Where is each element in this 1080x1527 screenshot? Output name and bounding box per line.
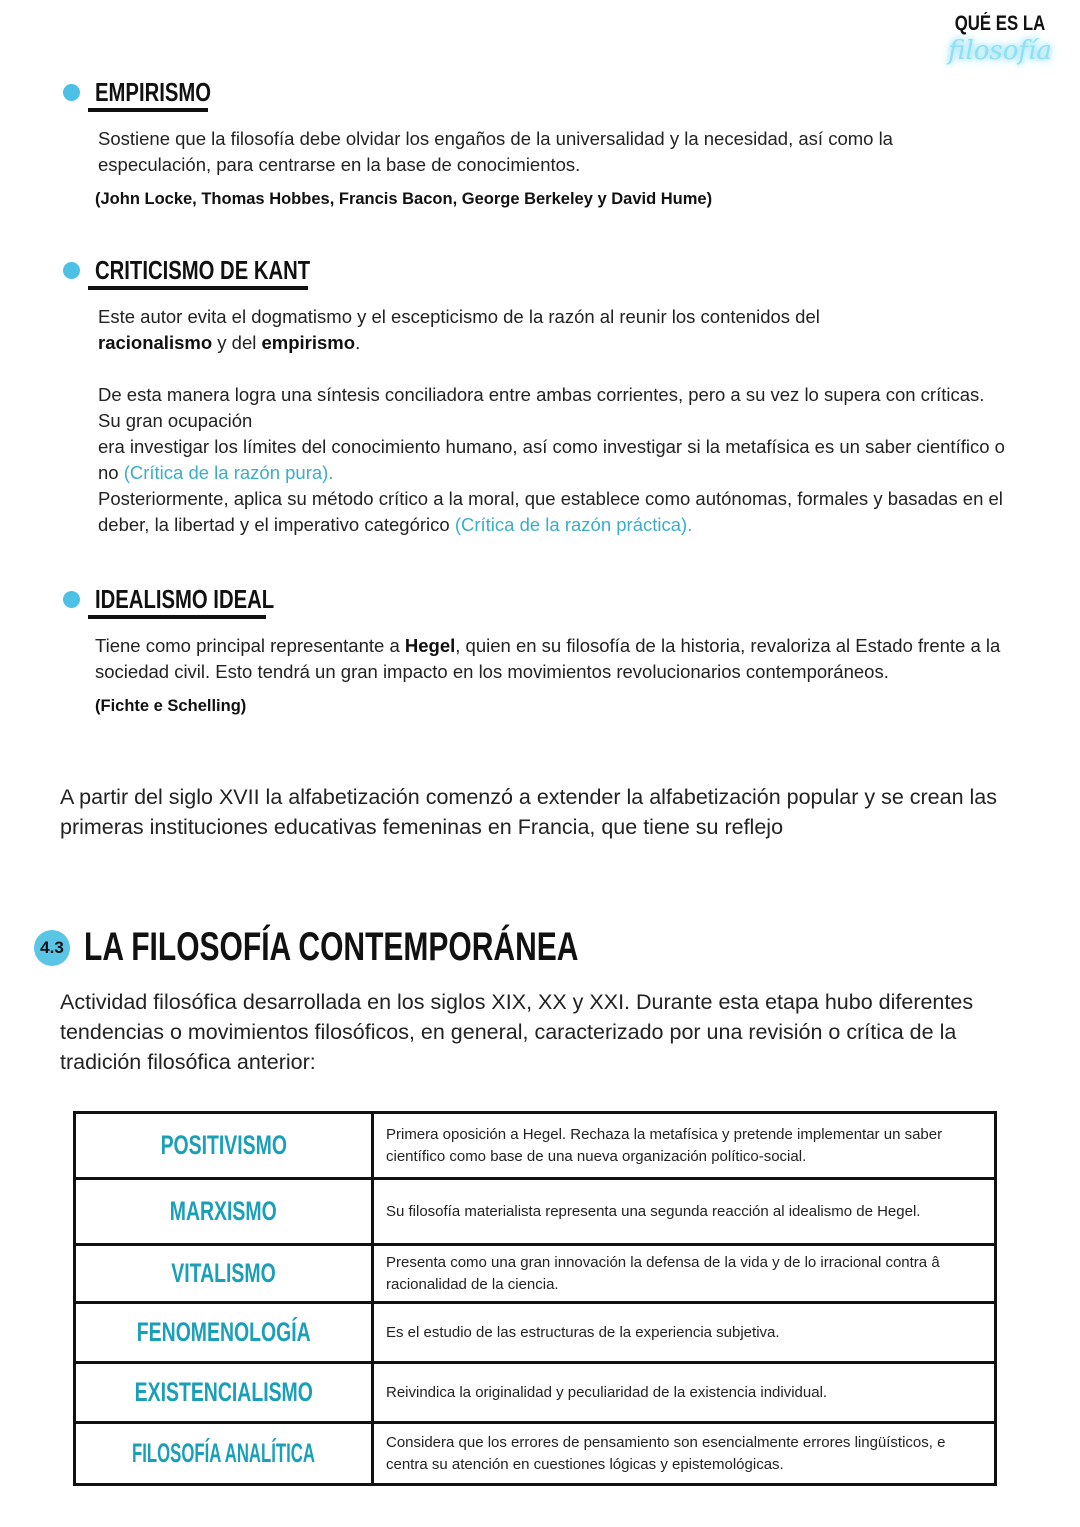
term-cell [75, 1423, 373, 1485]
text: empirismo [261, 332, 356, 353]
table-row [75, 1179, 996, 1245]
term-cell [75, 1363, 373, 1423]
text: . [355, 332, 361, 353]
work-reference: (Crítica de la razón pura). [123, 462, 334, 483]
table-row [75, 1245, 996, 1303]
description-cell: Su filosofía materialista representa una segunda reacción al idealismo de Hegel. [372, 1179, 995, 1245]
text: POSITIVISMO [160, 1130, 287, 1160]
section-intro: Actividad filosófica desarrollada en los siglos XIX, XX y XXI. Durante esta etapa hubo diferentes tendencias o movimientos filosóficos, en general, caracterizado por una revisión o crítica de la tradición filosófica anterior: [60, 990, 974, 1074]
section-text [98, 304, 998, 356]
term-cell [75, 1113, 373, 1179]
text: , quien en su filosofía de la historia, revaloriza al Estado frente a la sociedad civil. Esto tendrá un gran impacto en los movimientos revolucionarios contemporáneos. [95, 635, 1001, 682]
section-title: CRITICISMO DE KANT [95, 255, 311, 285]
text: racionalismo [98, 332, 213, 353]
text: y del [212, 332, 262, 353]
section-text [98, 382, 1008, 538]
description-cell: Es el estudio de las estructuras de la experiencia subjetiva. [372, 1303, 995, 1363]
section-empirismo [60, 76, 960, 210]
text: EXISTENCIALISMO [134, 1377, 313, 1407]
text: De esta manera logra una síntesis conciliadora entre ambas corrientes, pero a su vez lo supera con críticas. Su gran ocupación [98, 384, 985, 431]
text: Este autor evita el dogmatismo y el escepticismo de la razón al reunir los contenidos del [98, 306, 820, 327]
section-header [60, 76, 960, 116]
description-cell: Primera oposición a Hegel. Rechaza la metafísica y pretende implementar un saber científico como base de una nueva organización político-social. [372, 1113, 995, 1179]
section-kant [60, 254, 1020, 538]
bullet-icon [63, 591, 80, 608]
section-text: Sostiene que la filosofía debe olvidar los engaños de la universalidad y la necesidad, así como la especulación, para centrarse en la base de conocimientos. [98, 128, 893, 175]
text: Posteriormente, aplica su método crítico a la moral, que establece como autónomas, formales y basadas en el deber, la libertad y el imperativo categórico [98, 488, 1003, 535]
term-cell [75, 1303, 373, 1363]
section-number-badge: 4.3 [34, 930, 70, 966]
work-reference: (Crítica de la razón práctica). [454, 514, 693, 535]
logo [935, 12, 1065, 66]
section-title: IDEALISMO IDEAL [95, 584, 275, 614]
authors: (John Locke, Thomas Hobbes, Francis Bacon, George Berkeley y David Hume) [95, 190, 713, 208]
paragraph: A partir del siglo XVII la alfabetización comenzó a extender la alfabetización popular y se crean las primeras instituciones educativas femeninas en Francia, que tiene su reflejo [60, 785, 997, 839]
bullet-icon [63, 84, 80, 101]
table-row [75, 1363, 996, 1423]
text: era investigar los límites del conocimiento humano, así como investigar si la metafísica es un saber científico o no [98, 436, 1005, 483]
table-row [75, 1113, 996, 1179]
section-header [60, 583, 1040, 623]
section-text [95, 633, 1030, 685]
table-row [75, 1423, 996, 1485]
movements-table [73, 1111, 997, 1486]
text: VITALISMO [171, 1258, 276, 1288]
text: Hegel [404, 635, 456, 656]
description-cell: Reivindica la originalidad y peculiaridad de la existencia individual. [372, 1363, 995, 1423]
title-underline [88, 615, 266, 619]
description-cell: Presenta como una gran innovación la defensa de la vida y de lo irracional contra â racionalidad de la ciencia. [372, 1245, 995, 1303]
description-cell: Considera que los errores de pensamiento son esencialmente errores lingüísticos, e centra su atención en cuestiones lógicas y epistemológicas. [372, 1423, 995, 1485]
authors: (Fichte e Schelling) [95, 697, 247, 715]
text: MARXISMO [170, 1196, 277, 1226]
term-cell [75, 1245, 373, 1303]
text: FILOSOFÍA ANALÍTICA [132, 1438, 315, 1468]
title-underline [88, 108, 208, 112]
bullet-icon [63, 262, 80, 279]
logo-line1: QUÉ ES LA [954, 12, 1046, 35]
logo-line2: filosofía [948, 36, 1052, 66]
table-row [75, 1303, 996, 1363]
section-idealismo [60, 583, 1040, 717]
section-header [60, 254, 1020, 294]
section-title: EMPIRISMO [95, 77, 212, 107]
term-cell [75, 1179, 373, 1245]
section-heading: LA FILOSOFÍA CONTEMPORÁNEA [84, 925, 579, 969]
text: FENOMENOLOGÍA [136, 1317, 311, 1347]
text: Tiene como principal representante a [95, 635, 405, 656]
title-underline [88, 286, 308, 290]
